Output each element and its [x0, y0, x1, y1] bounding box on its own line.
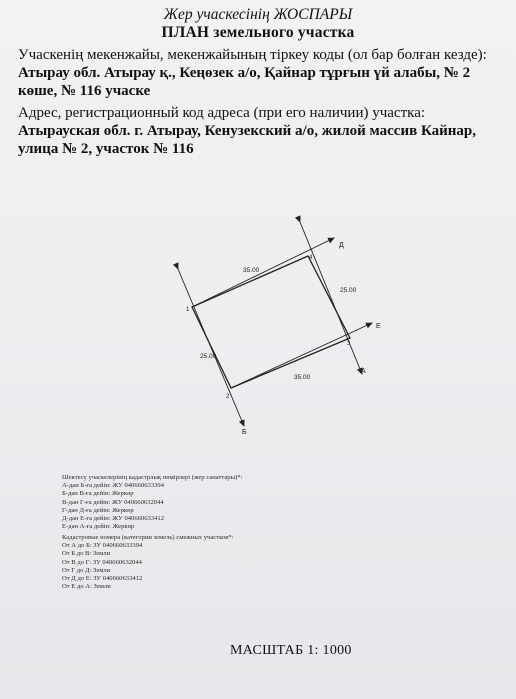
adjacent-parcel-line: Б-дан В-ға дейін: Жеркөр [62, 490, 134, 498]
address-russian-value: Атырауская обл. г. Атырау, Кенузекский а/о, жилой массив Кайнар, улица № 2, участок № 116 [18, 123, 476, 157]
address-russian-label: Адрес, регистрационный код адреса (при его наличии) участка: [18, 105, 426, 121]
adjacent-parcel-line: Е-дан А-ға дейін: Жеркөр [62, 523, 135, 531]
adjacent-parcel-line: Г-дан Д-ға дейін: Жеркөр [62, 506, 134, 514]
vertex-label-2: 2 [226, 394, 230, 400]
title-russian: ПЛАН земельного участка [161, 24, 355, 41]
adjacent-parcel-line: От Б до В: Земли [62, 550, 111, 558]
side-length-right: 25.00 [340, 287, 357, 294]
adjacent-parcels-kazakh [62, 474, 242, 531]
vertex-label-1: 1 [186, 307, 190, 313]
vertex-label-3: 3 [347, 341, 351, 347]
adjacent-parcel-line: От Е до А: Земли [62, 583, 111, 591]
map-scale: МАСШТАБ 1: 1000 [230, 643, 352, 658]
adjacent-parcel-line: Д-дан Е-ға дейін: ЖУ 040660633412 [62, 515, 165, 523]
direction-label-B: Б [242, 429, 247, 436]
adjacent-parcel-line: А-дан Б-ға дейін: ЖУ 040660633394 [62, 482, 165, 490]
boundary-line-left [178, 269, 244, 426]
direction-label-D: Д [339, 242, 344, 249]
adjacent-parcels-russian [62, 534, 234, 591]
title-kazakh: Жер учаскесінің ЖОСПАРЫ [163, 6, 353, 23]
side-length-left: 25.00 [200, 353, 217, 360]
adjacent-parcel-line: От В до Г: ЗУ 040660632044 [62, 558, 142, 566]
address-kazakh-value: Атырау обл. Атырау қ., Кеңөзек а/о, Қайнар тұрғын үй алабы, № 2 көше, № 116 учаске [18, 65, 471, 99]
direction-label-A: А [361, 368, 366, 375]
boundary-line-right [300, 222, 362, 374]
side-length-top: 35.00 [243, 267, 260, 274]
direction-label-E: Е [376, 323, 381, 330]
adjacent-parcels-kazakh-heading: Шектесу учаскелерінің кадастрлық нөмірлері (жер санаттары)*: [62, 474, 243, 481]
adjacent-parcel-line: От А до Б: ЗУ 040660633394 [62, 542, 143, 550]
boundary-line-top [192, 238, 334, 307]
adjacent-parcels-russian-heading: Кадастровые номера (категории земель) смежных участков*: [62, 534, 234, 541]
vertex-label-4: 4 [309, 255, 313, 261]
adjacent-parcel-line: В-дан Г-ға дейін: ЖУ 040660632044 [62, 498, 164, 506]
parcel-boundary [192, 256, 350, 388]
address-kazakh-label: Учаскенің мекенжайы, мекенжайының тіркеу коды (ол бар болған кезде): [18, 47, 487, 63]
adjacent-parcel-line: От Г до Д: Земли [62, 566, 111, 574]
side-length-bottom: 35.00 [294, 374, 311, 381]
adjacent-parcel-line: От Д до Е: ЗУ 040660633412 [62, 575, 143, 583]
